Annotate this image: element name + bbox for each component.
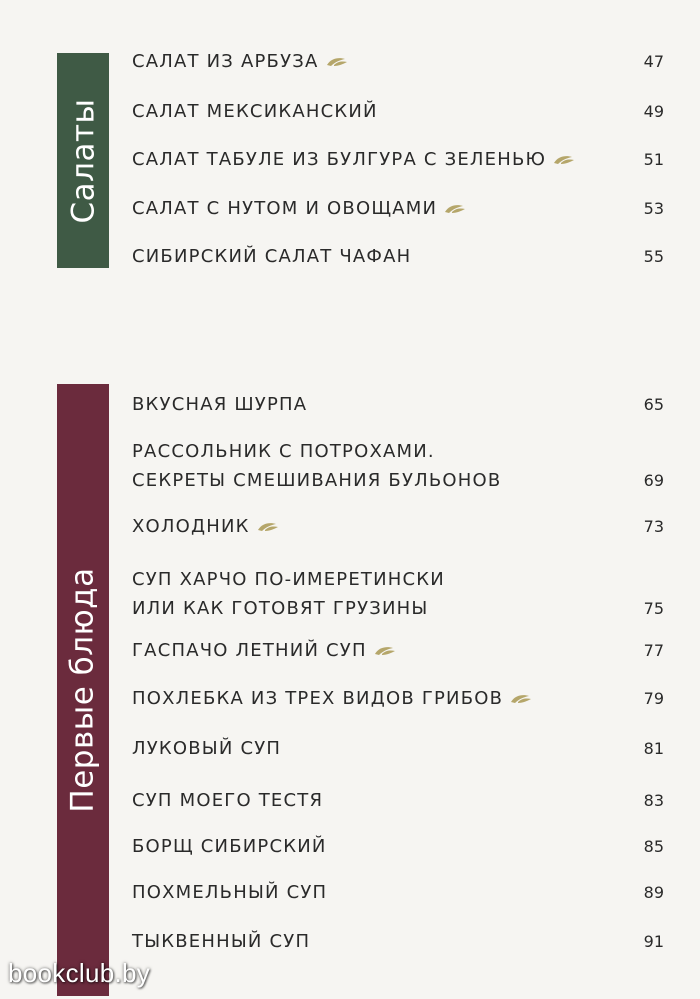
entry-page: 91 bbox=[643, 932, 664, 951]
section-label-soups: Первые блюда bbox=[65, 567, 102, 813]
toc-entry[interactable] bbox=[132, 390, 664, 419]
entry-title: БОРЩ СИБИРСКИЙ bbox=[132, 836, 327, 857]
entry-title: ЛУКОВЫЙ СУП bbox=[132, 738, 282, 759]
leaf-icon bbox=[509, 693, 533, 705]
entry-page: 75 bbox=[643, 599, 664, 618]
toc-entry[interactable] bbox=[132, 734, 664, 763]
entry-title: САЛАТ МЕКСИКАНСКИЙ bbox=[132, 101, 378, 122]
leaf-icon bbox=[443, 203, 467, 215]
entry-page: 55 bbox=[643, 247, 664, 266]
leaf-icon bbox=[325, 56, 349, 68]
toc-entry[interactable] bbox=[132, 47, 664, 76]
toc-entry[interactable] bbox=[132, 437, 664, 495]
toc-entry[interactable] bbox=[132, 512, 664, 541]
entry-title-line1: РАССОЛЬНИК С ПОТРОХАМИ. bbox=[132, 441, 435, 462]
entry-page: 49 bbox=[643, 102, 664, 121]
entry-title: ПОХМЕЛЬНЫЙ СУП bbox=[132, 882, 328, 903]
entry-title: СИБИРСКИЙ САЛАТ ЧАФАН bbox=[132, 246, 412, 267]
entry-title: ХОЛОДНИК bbox=[132, 516, 250, 537]
entry-page: 53 bbox=[643, 199, 664, 218]
entry-title-line1: СУП ХАРЧО ПО-ИМЕРЕТИНСКИ bbox=[132, 569, 445, 590]
toc-entry[interactable] bbox=[132, 684, 664, 713]
entry-title: ПОХЛЕБКА ИЗ ТРЕХ ВИДОВ ГРИБОВ bbox=[132, 688, 504, 709]
entry-title: САЛАТ ТАБУЛЕ ИЗ БУЛГУРА С ЗЕЛЕНЬЮ bbox=[132, 149, 547, 170]
entry-title: СУП МОЕГО ТЕСТЯ bbox=[132, 790, 324, 811]
entry-title-line2: СЕКРЕТЫ СМЕШИВАНИЯ БУЛЬОНОВ bbox=[132, 470, 502, 491]
toc-entry[interactable] bbox=[132, 927, 664, 956]
entry-page: 65 bbox=[643, 395, 664, 414]
toc-entry[interactable] bbox=[132, 97, 664, 126]
entry-title: САЛАТ С НУТОМ И ОВОЩАМИ bbox=[132, 198, 438, 219]
section-label-salads: Салаты bbox=[65, 98, 101, 223]
entry-title: ГАСПАЧО ЛЕТНИЙ СУП bbox=[132, 640, 367, 661]
entry-page: 89 bbox=[643, 883, 664, 902]
leaf-icon bbox=[373, 645, 397, 657]
entry-title: САЛАТ ИЗ АРБУЗА bbox=[132, 51, 319, 72]
toc-entry[interactable] bbox=[132, 878, 664, 907]
entry-page: 51 bbox=[643, 150, 664, 169]
entry-title: ВКУСНАЯ ШУРПА bbox=[132, 394, 308, 415]
toc-entry[interactable] bbox=[132, 636, 664, 665]
entry-page: 47 bbox=[643, 52, 664, 71]
entry-page: 77 bbox=[643, 641, 664, 660]
toc-entry[interactable] bbox=[132, 565, 664, 623]
entry-title-line2: ИЛИ КАК ГОТОВЯТ ГРУЗИНЫ bbox=[132, 598, 429, 619]
entry-page: 81 bbox=[643, 739, 664, 758]
entry-page: 79 bbox=[643, 689, 664, 708]
section-band-salads bbox=[57, 53, 109, 268]
toc-entry[interactable] bbox=[132, 786, 664, 815]
entry-page: 85 bbox=[643, 837, 664, 856]
leaf-icon bbox=[552, 154, 576, 166]
toc-entry[interactable] bbox=[132, 242, 664, 271]
watermark: bookclub.by bbox=[8, 958, 151, 988]
entry-title: ТЫКВЕННЫЙ СУП bbox=[132, 931, 311, 952]
toc-entry[interactable] bbox=[132, 145, 664, 174]
entry-page: 83 bbox=[643, 791, 664, 810]
leaf-icon bbox=[256, 521, 280, 533]
toc-entry[interactable] bbox=[132, 194, 664, 223]
toc-entry[interactable] bbox=[132, 832, 664, 861]
section-band-soups bbox=[57, 384, 109, 996]
entry-page: 73 bbox=[643, 517, 664, 536]
entry-page: 69 bbox=[643, 471, 664, 490]
